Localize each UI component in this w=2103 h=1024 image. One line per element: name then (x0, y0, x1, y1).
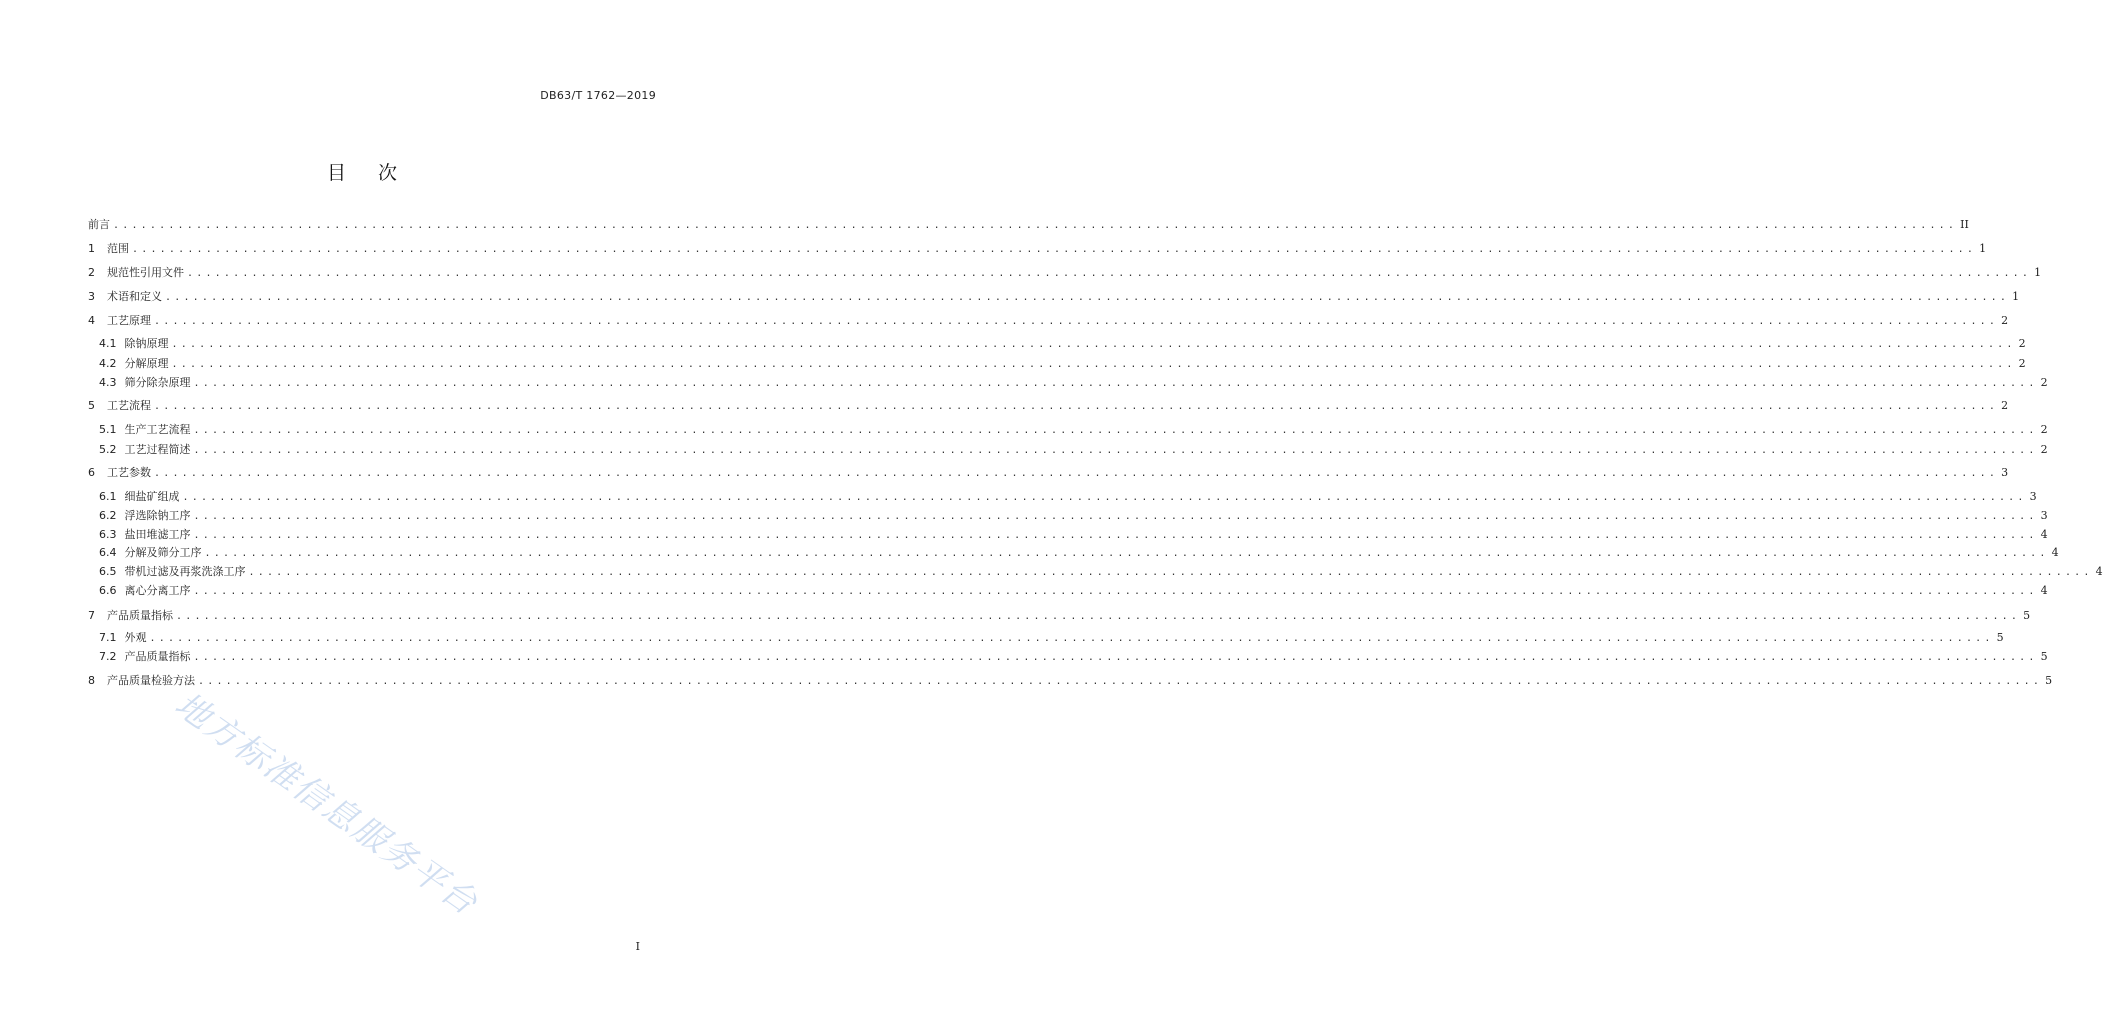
toc-entry-number: 6.2 (99, 509, 117, 522)
toc-entry[interactable] (99, 649, 2048, 665)
toc-entry-number: 6.6 (99, 584, 117, 597)
toc-entry-number: 6 (88, 466, 95, 479)
toc-entry-number: 1 (88, 242, 95, 255)
toc-entry-page: 5 (2045, 674, 2053, 687)
watermark: 地方标准信息服务平台 (167, 684, 486, 924)
toc-entry-page: 5 (2023, 609, 2031, 622)
dot-leader: ........................................................................................................................................................................................................ (187, 268, 2032, 279)
toc-entry[interactable] (99, 375, 2048, 391)
toc-entry[interactable] (99, 356, 2026, 372)
toc-entry-label: 产品质量检验方法 (107, 674, 195, 687)
toc-entry-label: 术语和定义 (107, 290, 162, 303)
toc-entry[interactable] (99, 508, 2048, 524)
toc-entry-number: 4.1 (99, 337, 117, 350)
dot-leader: ........................................................................................................................................................................................................ (154, 468, 1999, 479)
dot-leader: ........................................................................................................................................................................................................ (176, 611, 2021, 622)
toc-entry-number: 6.3 (99, 528, 117, 541)
toc-entry-page: 2 (2040, 443, 2048, 456)
toc-entry[interactable] (88, 398, 2009, 414)
toc-entry[interactable] (88, 289, 2020, 305)
dot-leader: ........................................................................................................................................................................................................ (193, 652, 2038, 663)
toc-entry[interactable] (99, 630, 2004, 646)
toc-entry[interactable] (88, 241, 1987, 257)
toc-entry-label: 工艺流程 (107, 399, 151, 412)
toc-entry-number: 7.2 (99, 650, 117, 663)
dot-leader: ........................................................................................................................................................................................................ (193, 378, 2038, 389)
dot-leader: ........................................................................................................................................................................................................ (193, 511, 2038, 522)
toc-entry-label: 浮选除钠工序 (124, 509, 191, 522)
page-folio: I (635, 940, 640, 953)
toc-entry-label: 产品质量指标 (107, 609, 173, 622)
toc-entry[interactable] (88, 217, 1969, 233)
page-title: 目次 (326, 162, 429, 184)
doc-code: DB63/T 1762—2019 (540, 89, 656, 102)
toc-entry[interactable] (88, 608, 2031, 624)
toc-entry-page: 2 (2001, 399, 2009, 412)
toc-entry-number: 5.2 (99, 443, 117, 456)
toc-entry-page: II (1960, 218, 1969, 231)
toc-entry[interactable] (99, 564, 2103, 580)
toc-entry-page: 2 (2001, 314, 2009, 327)
dot-leader: ........................................................................................................................................................................................................ (248, 567, 2093, 578)
dot-leader: ........................................................................................................................................................................................................ (204, 548, 2049, 559)
toc-entry-number: 5.1 (99, 423, 117, 436)
toc-entry-label: 产品质量指标 (124, 650, 191, 663)
toc-entry[interactable] (99, 583, 2048, 599)
toc-entry-page: 2 (2040, 376, 2048, 389)
toc-entry-number: 2 (88, 266, 95, 279)
toc-entry-page: 3 (2029, 490, 2037, 503)
toc-entry-page: 4 (2040, 584, 2048, 597)
toc-entry-label: 离心分离工序 (124, 584, 191, 597)
toc-entry[interactable] (99, 422, 2048, 438)
dot-leader: ........................................................................................................................................................................................................ (171, 359, 2016, 370)
toc-entry[interactable] (99, 527, 2048, 543)
dot-leader: ........................................................................................................................................................................................................ (149, 633, 1994, 644)
toc-entry-page: 4 (2051, 546, 2059, 559)
toc-entry-page: 2 (2018, 357, 2026, 370)
toc-entry-label: 工艺原理 (107, 314, 151, 327)
dot-leader: ........................................................................................................................................................................................................ (165, 292, 2010, 303)
toc-entry-label: 分解及筛分工序 (124, 546, 202, 559)
dot-leader: ........................................................................................................................................................................................................ (193, 445, 2038, 456)
toc-entry-page: 2 (2040, 423, 2048, 436)
toc-entry-page: 1 (2012, 290, 2020, 303)
toc-entry-page: 4 (2095, 565, 2103, 578)
toc-entry-label: 细盐矿组成 (124, 490, 180, 503)
toc-entry-page: 3 (2040, 509, 2048, 522)
toc-entry-label: 工艺参数 (107, 466, 151, 479)
dot-leader: ........................................................................................................................................................................................................ (193, 586, 2038, 597)
dot-leader: ........................................................................................................................................................................................................ (132, 244, 1977, 255)
toc-entry[interactable] (88, 465, 2009, 481)
toc-entry-number: 6.5 (99, 565, 117, 578)
toc-entry-page: 4 (2040, 528, 2048, 541)
toc-entry-number: 8 (88, 674, 95, 687)
toc-entry-label: 外观 (124, 631, 147, 644)
toc-entry-number: 5 (88, 399, 95, 412)
dot-leader: ........................................................................................................................................................................................................ (113, 220, 1958, 231)
toc-entry-page: 1 (2034, 266, 2042, 279)
toc-entry[interactable] (99, 336, 2026, 352)
toc-entry-label: 带机过滤及再浆洗涤工序 (124, 565, 246, 578)
toc-entry[interactable] (99, 489, 2037, 505)
toc-entry-label: 分解原理 (124, 357, 169, 370)
dot-leader: ........................................................................................................................................................................................................ (154, 401, 1999, 412)
toc-entry-number: 6.4 (99, 546, 117, 559)
toc-entry-page: 5 (2040, 650, 2048, 663)
toc-entry-number: 7 (88, 609, 95, 622)
toc-entry[interactable] (99, 442, 2048, 458)
toc-entry[interactable] (88, 265, 2042, 281)
toc-entry-label: 范围 (107, 242, 129, 255)
dot-leader: ........................................................................................................................................................................................................ (198, 676, 2043, 687)
dot-leader: ........................................................................................................................................................................................................ (171, 339, 2016, 350)
dot-leader: ........................................................................................................................................................................................................ (193, 425, 2038, 436)
toc-entry-number: 7.1 (99, 631, 117, 644)
toc-entry[interactable] (99, 545, 2059, 561)
toc-entry-number: 4.3 (99, 376, 117, 389)
toc-entry-number: 3 (88, 290, 95, 303)
dot-leader: ........................................................................................................................................................................................................ (182, 492, 2027, 503)
dot-leader: ........................................................................................................................................................................................................ (193, 530, 2038, 541)
toc-entry-page: 2 (2018, 337, 2026, 350)
toc-entry-number: 4.2 (99, 357, 117, 370)
toc-entry-label: 盐田堆滤工序 (124, 528, 191, 541)
toc-entry-page: 1 (1979, 242, 1987, 255)
toc-entry-label: 规范性引用文件 (107, 266, 184, 279)
toc-entry[interactable] (88, 673, 2053, 689)
dot-leader: ........................................................................................................................................................................................................ (154, 316, 1999, 327)
toc-entry-label: 工艺过程简述 (124, 443, 191, 456)
toc-entry-label: 生产工艺流程 (124, 423, 191, 436)
toc-entry-label: 除钠原理 (124, 337, 169, 350)
toc-entry-page: 3 (2001, 466, 2009, 479)
toc-entry-label: 前言 (88, 218, 110, 231)
toc-entry-number: 4 (88, 314, 95, 327)
toc-entry-label: 筛分除杂原理 (124, 376, 191, 389)
toc-entry-page: 5 (1996, 631, 2004, 644)
toc-entry-number: 6.1 (99, 490, 117, 503)
toc-entry[interactable] (88, 313, 2009, 329)
